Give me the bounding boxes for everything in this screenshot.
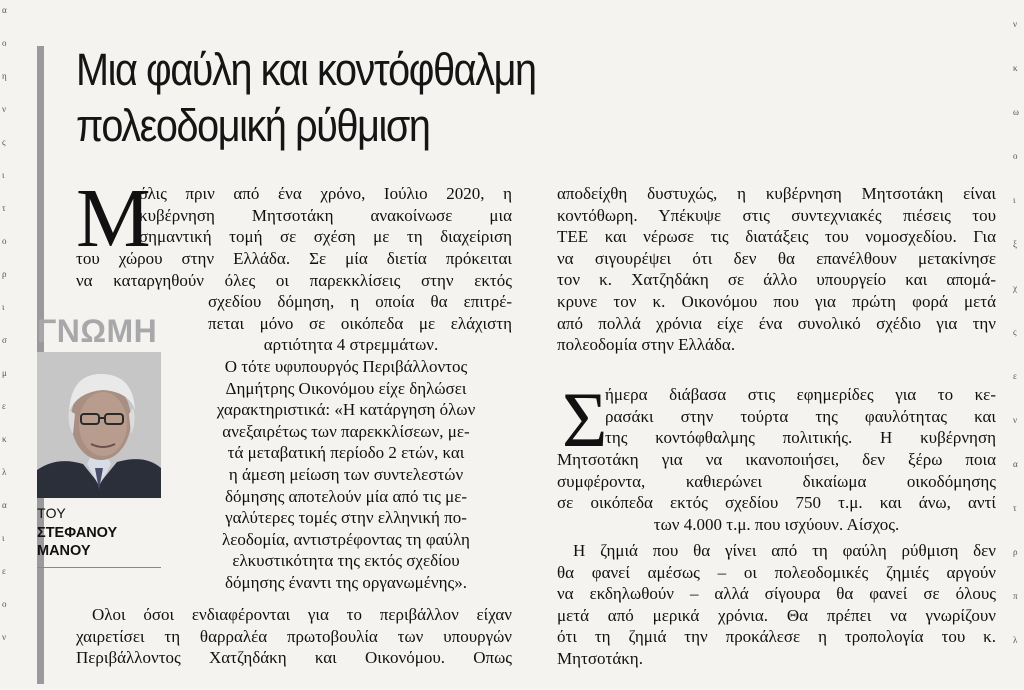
edge-glyph: ε (2, 566, 6, 576)
author-name-line-2: ΜΑΝΟΥ (37, 543, 91, 559)
edge-glyph: τ (1013, 503, 1017, 513)
text-line: τον κ. Χατζηδάκη σε άλλο υπουργείο και απομά- (557, 270, 996, 290)
text-line: ότι τη ζημιά την προκάλεσε η τροπολογία του κ. (557, 627, 996, 647)
edge-glyph: σ (2, 335, 7, 345)
drop-cap-s: Σ (562, 376, 608, 463)
drop-cap-m: Μ (76, 172, 151, 265)
edge-glyph: ο (1013, 151, 1018, 161)
text-line: της κοντόφθαλμης πολιτικής. Η κυβέρνηση (605, 428, 996, 448)
text-line: πολεοδομία στην Ελλάδα. (557, 335, 736, 355)
col2-para1 (557, 183, 996, 356)
text-line: αρτιότητα 4 στρεμμάτων. (263, 335, 439, 354)
text-line: όλις πριν από ένα χρόνο, Ιούλιο 2020, η (139, 184, 512, 203)
edge-glyph: ν (2, 104, 7, 114)
text-line: Μητσοτάκη για να ικανοποιήσει, δεν ξέρω ποια (557, 450, 996, 469)
text-line: κυβέρνηση Μητσοτάκη ανακοίνωσε μια (139, 205, 512, 225)
edge-glyph: ι (2, 302, 5, 312)
edge-glyph: α (1013, 459, 1018, 469)
edge-glyph: ο (2, 38, 7, 48)
text-line: ρασάκι στην τούρτα της φαυλότητας και (605, 406, 996, 426)
edge-glyph: κ (1013, 63, 1018, 73)
text-line: Η ζημιά που θα γίνει από τη φαύλη ρύθμιση δεν (573, 541, 996, 560)
author-portrait-graphic (37, 352, 161, 498)
text-line: λεοδομία, αντιστρέφοντας τη φαύλη (222, 529, 470, 549)
text-line: αποδείχθη δυστυχώς, η κυβέρνηση Μητσοτάκη είναι (557, 184, 996, 203)
headline-line-1: Μια φαύλη και κοντόφθαλμη (76, 44, 536, 95)
edge-glyph: ε (1013, 371, 1017, 381)
text-line: ήμερα διάβασα στις εφημερίδες για το κε- (605, 385, 996, 404)
author-rule (37, 567, 161, 568)
headline (76, 42, 657, 154)
text-line: των 4.000 τ.μ. που ισχύουν. Αίσχος. (653, 515, 900, 534)
text-line: ανεξαιρέτως των παρεκκλίσεων, με- (222, 421, 470, 441)
edge-glyph: λ (1013, 635, 1018, 645)
author-prefix: ΤΟΥ (37, 505, 66, 521)
text-line: κοντόθωρη. Υπέκυψε στις συντεχνιακές πιέσεις του (557, 205, 996, 225)
edge-glyph: χ (1013, 283, 1017, 293)
text-line: Ολοι όσοι ενδιαφέρονται για το περιβάλλον είχαν (92, 605, 512, 624)
text-line: η άμεση μείωση των συντελεστών (228, 464, 464, 484)
text-line: πεται μόνο σε οικόπεδα με ελάχιστη (208, 313, 512, 333)
author-photo (37, 352, 161, 498)
edge-glyph: ω (1013, 107, 1019, 117)
section-label-gnomi: ΓΝΩΜΗ (37, 313, 158, 349)
edge-glyph: μ (2, 368, 7, 378)
headline-line-2: πολεοδομική ρύθμιση (76, 100, 430, 151)
text-line: Ο τότε υφυπουργός Περιβάλλοντος (224, 357, 468, 376)
text-line: σημαντική τομή σε σχέση με τη διαχείριση (139, 227, 512, 247)
text-line: να καταργηθούν όλες οι παρεκκλίσεις στην εκτός (76, 270, 512, 290)
text-line: κρυνε τον κ. Οικονόμου που για πρώτη φορά μετά (557, 291, 996, 311)
text-line: Μητσοτάκη. (557, 648, 643, 668)
text-line: του χώρου στην Ελλάδα. Σε μία διετία πρόκειται (76, 249, 512, 268)
col1-para3 (76, 604, 512, 669)
col1-para1-last (190, 334, 512, 356)
text-line: χαρακτηριστικά: «Η κατάργηση όλων (216, 400, 476, 420)
col2-para3 (557, 540, 996, 670)
text-line: Περιβάλλοντος Χατζηδάκη και Οικονόμου. Οπως (76, 648, 512, 668)
text-line: δόμησης αποτελούν μία από τις με- (225, 486, 467, 506)
edge-glyph: ε (2, 401, 6, 411)
text-line: από πολλά χρόνια είχε ένα συνολικό σχέδιο για την (557, 313, 996, 333)
edge-glyph: ξ (1013, 239, 1018, 249)
text-line: τά μεταβατική περίοδο 2 ετών, και (227, 443, 465, 463)
author-name (37, 524, 157, 560)
edge-glyph: κ (2, 434, 7, 444)
text-line: χαιρετίσει τη θαρραλέα πρωτοβουλία των υπουργών (76, 626, 512, 646)
text-line: σε οικόπεδα εκτός σχεδίου 750 τ.μ. και άνω, αντί (557, 493, 996, 513)
edge-glyph: ι (2, 170, 5, 180)
edge-glyph: ς (2, 137, 6, 147)
text-line: μετά από μερικά χρόνια. Θα πρέπει να γνωρίζουν (557, 605, 996, 625)
edge-glyph: ν (2, 632, 7, 642)
edge-glyph: ν (1013, 19, 1018, 29)
text-line: δόμησης έναντι της οργανωμένης». (225, 572, 467, 592)
col1-para1-full (76, 248, 512, 291)
text-line: ελκυστικότητα της εκτός σχεδίου (232, 551, 460, 571)
edge-glyph: ο (2, 236, 7, 246)
col2-para2-full (557, 449, 996, 514)
edge-glyph: ι (1013, 195, 1016, 205)
edge-glyph: ρ (1013, 547, 1018, 557)
edge-glyph: τ (2, 203, 6, 213)
text-line: θα φανεί αμέσως – οι πολεοδομικές ζημιές αργούν (557, 562, 996, 582)
edge-glyph: π (1013, 591, 1018, 601)
text-line: σχεδίου δόμηση, η οποία θα επιτρέ- (208, 292, 512, 311)
col1-para1-top (139, 183, 512, 248)
text-line: Δημήτρης Οικονόμου είχε δηλώσει (225, 378, 467, 398)
adjacent-column-edge-right (1010, 0, 1024, 690)
text-line: γαλύτερες τομές στην ελληνική πο- (225, 508, 467, 528)
adjacent-column-edge-left (0, 0, 10, 690)
edge-glyph: α (2, 500, 7, 510)
text-line: συμφέροντα, καθιερώνει δικαίωμα οικοδόμησης (557, 471, 996, 491)
edge-glyph: λ (2, 467, 7, 477)
text-line: να σιγουρέψει ότι δεν θα επανέλθουν μετακίνησε (557, 248, 996, 268)
edge-glyph: α (2, 5, 7, 15)
col1-para1-wrap (208, 291, 512, 334)
text-line: ΤΕΕ και νέρωσε τις διατάξεις του νομοσχεδίου. Για (557, 227, 996, 247)
text-line: να εκδηλωθούν – αλλά σίγουρα θα φανεί σε όλους (557, 584, 996, 604)
col2-para2-top (605, 384, 996, 449)
edge-glyph: ρ (2, 269, 7, 279)
col2-para2-last (557, 514, 996, 536)
edge-glyph: ο (2, 599, 7, 609)
edge-glyph: ν (1013, 415, 1018, 425)
edge-glyph: ι (2, 533, 5, 543)
col1-para2 (180, 356, 512, 594)
edge-glyph: η (2, 71, 7, 81)
edge-glyph: ς (1013, 327, 1017, 337)
author-name-line-1: ΣΤΕΦΑΝΟΥ (37, 525, 118, 541)
